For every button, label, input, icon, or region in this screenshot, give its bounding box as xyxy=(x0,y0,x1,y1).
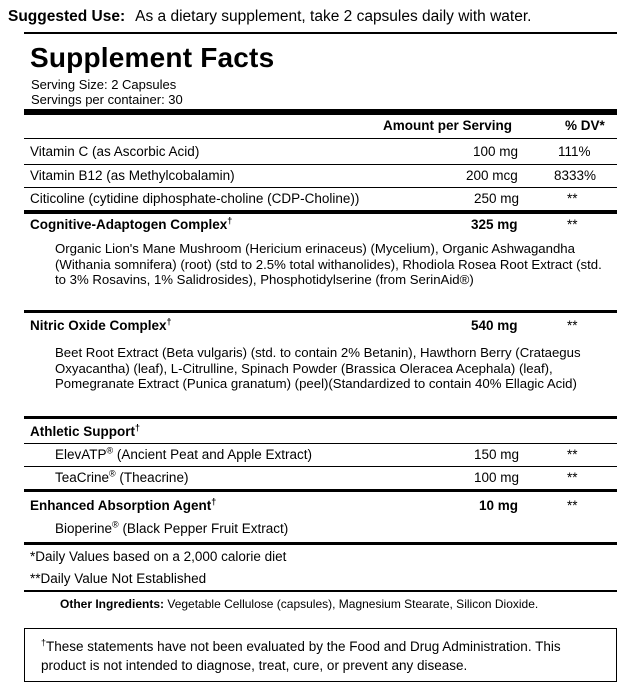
row-dv: 111% xyxy=(558,144,591,159)
thick-rule xyxy=(24,210,617,214)
other-ingredients-label: Other Ingredients: xyxy=(60,597,165,611)
thick-rule-top xyxy=(24,109,617,115)
row-amount: 250 mg xyxy=(474,191,520,206)
footnote-daily-values: *Daily Values based on a 2,000 calorie diet xyxy=(30,549,287,564)
divider xyxy=(24,138,617,139)
blend-name: Cognitive-Adaptogen Complex† xyxy=(30,215,233,232)
athletic-support-heading: Athletic Support† xyxy=(30,422,141,439)
thick-rule xyxy=(24,416,617,419)
divider xyxy=(24,187,617,188)
blend-amount: 325 mg xyxy=(471,217,518,232)
athletic-item-name: TeaCrine® (Theacrine) xyxy=(55,468,189,485)
suggested-use-label: Suggested Use: xyxy=(8,8,126,25)
suggested-use xyxy=(8,8,531,26)
blend-description: Organic Lion's Mane Mushroom (Hericium erinaceus) (Mycelium), Organic Ashwagandha (Withania somnifera) (root) (std to 2.5% total withanolides), Rhodiola Rosea Root Extract (std. to 3% Rosavins, 1% Salidrosides), Phosphotidylserine (from SerinAid®) xyxy=(55,241,602,287)
thick-rule xyxy=(24,310,617,313)
row-amount: 100 mg xyxy=(473,144,519,159)
blend-amount: 540 mg xyxy=(471,318,518,333)
divider xyxy=(24,466,617,467)
divider xyxy=(24,164,617,165)
athletic-item-amount: 150 mg xyxy=(474,447,520,462)
thick-rule xyxy=(24,489,617,492)
row-name: Vitamin C (as Ascorbic Acid) xyxy=(30,144,200,159)
divider xyxy=(24,443,617,444)
blend-description: Beet Root Extract (Beta vulgaris) (std. to contain 2% Betanin), Hawthorn Berry (Crataegus Oxyacantha) (leaf), L-Citrulline, Spinach Powder (Brassica Oleracea Acephala) (leaf), Pomegranate Extract (Punica granatum) (peel)(Standardized to contain 40% Ellagic Acid) xyxy=(55,345,581,391)
row-name: Vitamin B12 (as Methylcobalamin) xyxy=(30,168,235,183)
fda-disclaimer-box xyxy=(24,628,617,682)
panel-title: Supplement Facts xyxy=(30,42,275,73)
serving-size: Serving Size: 2 Capsules xyxy=(31,77,177,92)
athletic-item-name: ElevATP® (Ancient Peat and Apple Extract) xyxy=(55,445,313,462)
blend-dv: ** xyxy=(567,217,578,232)
athletic-item-dv: ** xyxy=(567,470,578,485)
supplement-facts-panel xyxy=(24,32,617,592)
absorption-item-name: Bioperine® (Black Pepper Fruit Extract) xyxy=(55,519,289,536)
athletic-item-dv: ** xyxy=(567,447,578,462)
servings-per-container: Servings per container: 30 xyxy=(31,92,183,107)
row-amount: 200 mcg xyxy=(466,168,518,183)
fda-disclaimer-text: These statements have not been evaluated by the Food and Drug Administration. This product is not intended to diagnose, treat, cure, or prevent any disease. xyxy=(41,639,561,673)
thick-rule xyxy=(24,542,617,545)
blend-dv: ** xyxy=(567,318,578,333)
row-dv: 8333% xyxy=(554,168,597,183)
absorption-amount: 10 mg xyxy=(479,498,519,513)
blend-name: Nitric Oxide Complex† xyxy=(30,316,172,333)
footnote-not-established: **Daily Value Not Established xyxy=(30,571,207,586)
absorption-heading: Enhanced Absorption Agent† xyxy=(30,496,217,513)
col-amount-header: Amount per Serving xyxy=(383,118,513,133)
col-dv-header: % DV* xyxy=(565,118,605,133)
athletic-item-amount: 100 mg xyxy=(474,470,520,485)
row-dv: ** xyxy=(567,191,578,206)
other-ingredients-text: Vegetable Cellulose (capsules), Magnesium Stearate, Silicon Dioxide. xyxy=(167,597,539,611)
row-name: Citicoline (cytidine diphosphate-choline (CDP-Choline)) xyxy=(30,191,360,206)
fda-disclaimer: †These statements have not been evaluated by the Food and Drug Administration. This product is not intended to diagnose, treat, cure, or prevent any disease. xyxy=(41,637,561,673)
absorption-dv: ** xyxy=(567,498,578,513)
other-ingredients xyxy=(60,597,538,611)
suggested-use-text: As a dietary supplement, take 2 capsules daily with water. xyxy=(135,8,532,25)
